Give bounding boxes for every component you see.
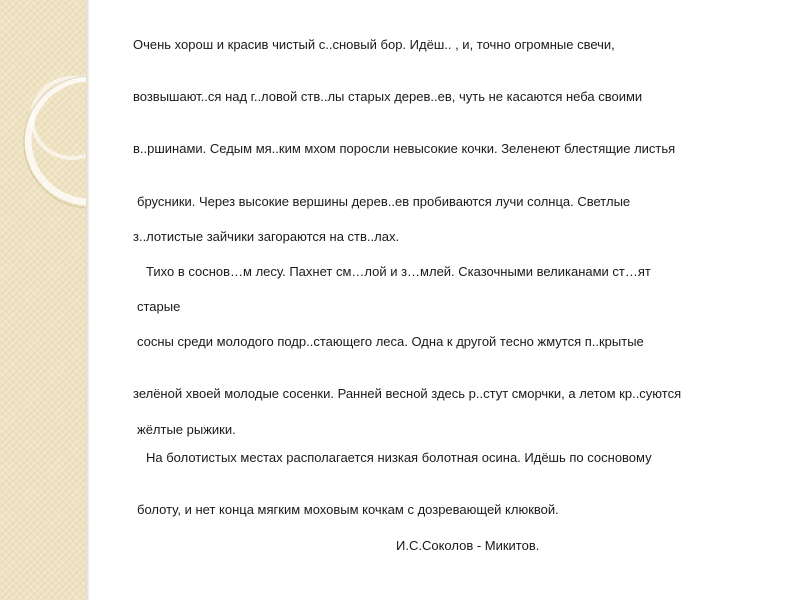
text-line: жёлтые рыжики. <box>137 422 236 437</box>
text-line: з..лотистые зайчики загораются на ств..лах. <box>133 229 400 244</box>
decorative-rings <box>0 0 86 600</box>
text-line: На болотистых местах располагается низкая болотная осина. Идёшь по сосновому <box>146 450 652 465</box>
text-line: сосны среди молодого подр..стающего леса. Одна к другой тесно жмутся п..крытые <box>137 334 644 349</box>
decorative-side-panel <box>0 0 86 600</box>
text-line: болоту, и нет конца мягким моховым кочкам с дозревающей клюквой. <box>137 502 559 517</box>
text-line: старые <box>137 299 181 314</box>
text-line: зелёной хвоей молодые сосенки. Ранней весной здесь р..стут сморчки, а летом кр..суются <box>133 386 682 401</box>
text-line: в..ршинами. Седым мя..ким мхом поросли невысокие кочки. Зеленеют блестящие листья <box>133 141 676 156</box>
text-line: Очень хорош и красив чистый с..сновый бор. Идёш.. , и, точно огромные свечи, <box>133 37 615 52</box>
side-panel-edge <box>86 0 90 600</box>
text-line: брусники. Через высокие вершины дерев..ев пробиваются лучи солнца. Светлые <box>137 194 631 209</box>
author-signature: И.С.Соколов - Микитов. <box>396 538 540 553</box>
text-line: Тихо в соснов…м лесу. Пахнет см…лой и з…млей. Сказочными великанами ст…ят <box>146 264 651 279</box>
text-line: возвышают..ся над г..ловой ств..лы старых дерев..ев, чуть не касаются неба своими <box>133 89 643 104</box>
